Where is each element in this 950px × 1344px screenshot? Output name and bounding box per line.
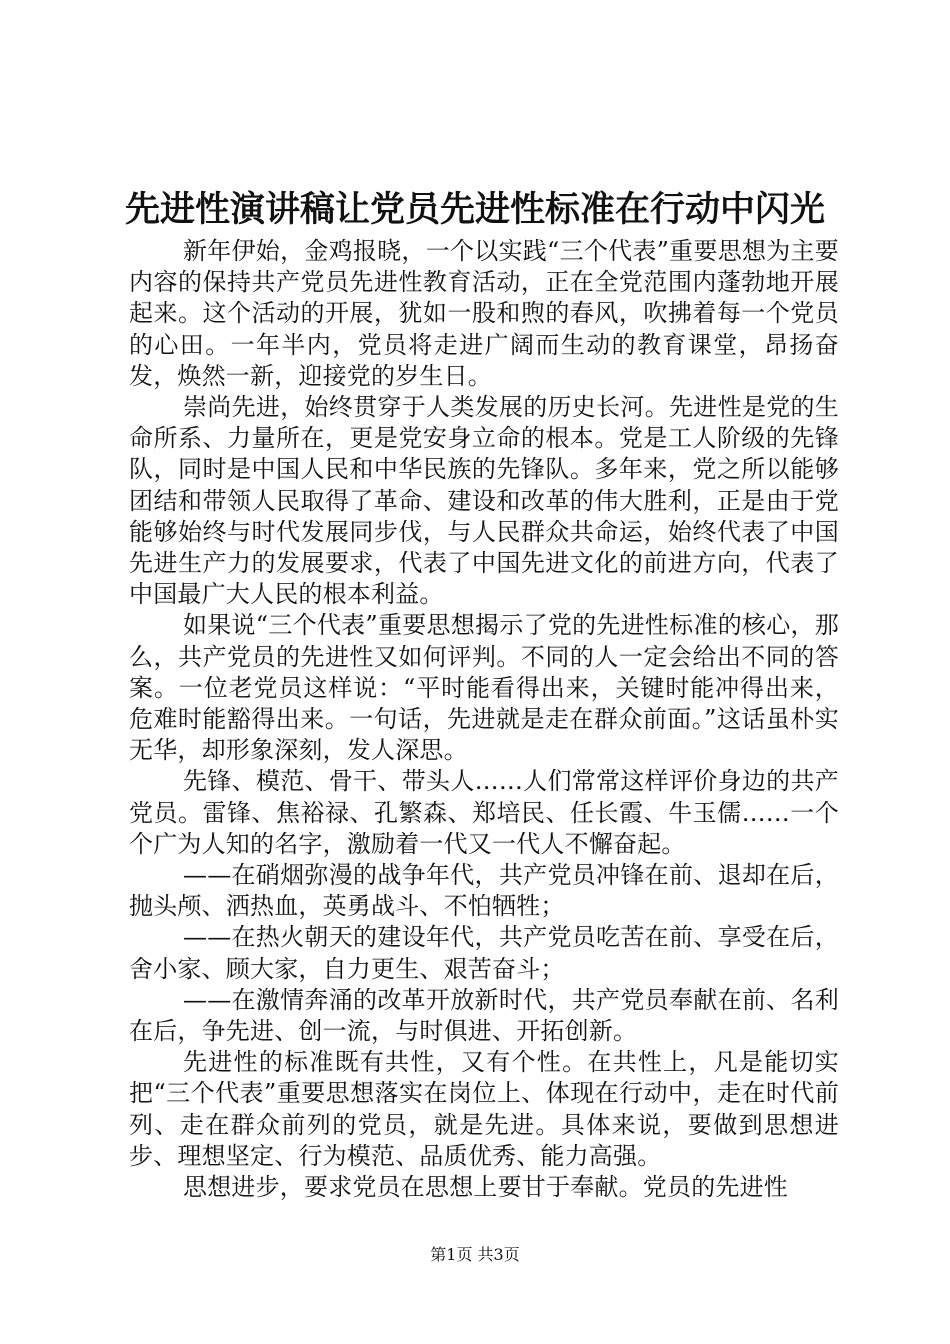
paragraph: 崇尚先进，始终贯穿于人类发展的历史长河。先进性是党的生命所系、力量所在，更是党安身立命的根本。党是工人阶级的先锋队，同时是中国人民和中华民族的先锋队。多年来，党之所以能够团结和带领人民取得了革命、建设和改革的伟大胜利，正是由于党能够始终与时代发展同步伐，与人民群众共命运，始终代表了中国先进生产力的发展要求，代表了中国先进文化的前进方向，代表了中国最广大人民的根本利益。 [129,393,839,609]
paragraph: 如果说“三个代表”重要思想揭示了党的先进性标准的核心，那么，共产党员的先进性又如何评判。不同的人一定会给出不同的答案。一位老党员这样说：“平时能看得出来，关键时能冲得出来，危难时能豁得出来。一句话，先进就是走在群众前面。”这话虽朴实无华，却形象深刻，发人深思。 [129,611,839,765]
paragraph: 先进性的标准既有共性，又有个性。在共性上，凡是能切实把“三个代表”重要思想落实在岗位上、体现在行动中，走在时代前列、走在群众前列的党员，就是先进。具体来说，要做到思想进步、理想坚定、行为模范、品质优秀、能力高强。 [129,1048,839,1170]
paragraph: ——在激情奔涌的改革开放新时代，共产党员奉献在前、名利在后，争先进、创一流，与时俱进、开拓创新。 [129,985,839,1046]
paragraph: 新年伊始，金鸡报晓，一个以实践“三个代表”重要思想为主要内容的保持共产党员先进性教育活动，正在全党范围内蓬勃地开展起来。这个活动的开展，犹如一股和煦的春风，吹拂着每一个党员的心田。一年半内，党员将走进广阔而生动的教育课堂，昂扬奋发，焕然一新，迎接党的岁生日。 [129,237,839,390]
paragraph: 先锋、模范、骨干、带头人……人们常常这样评价身边的共产党员。雷锋、焦裕禄、孔繁森、郑培民、任长霞、牛玉儒……一个个广为人知的名字，激励着一代又一代人不懈奋起。 [129,767,839,858]
document-title: 先进性演讲稿让党员先进性标准在行动中闪光 [124,189,825,230]
paragraph: ——在硝烟弥漫的战争年代，共产党员冲锋在前、退却在后，抛头颅、洒热血，英勇战斗、不怕牺牲； [129,861,839,921]
document-body [129,236,839,1203]
paragraph: ——在热火朝天的建设年代，共产党员吃苦在前、享受在后，舍小家、顾大家，自力更生、艰苦奋斗； [129,923,839,983]
paragraph: 思想进步，要求党员在思想上要甘于奉献。党员的先进性 [183,1173,788,1202]
page-number-footer: 第1页 共3页 [430,1245,520,1264]
